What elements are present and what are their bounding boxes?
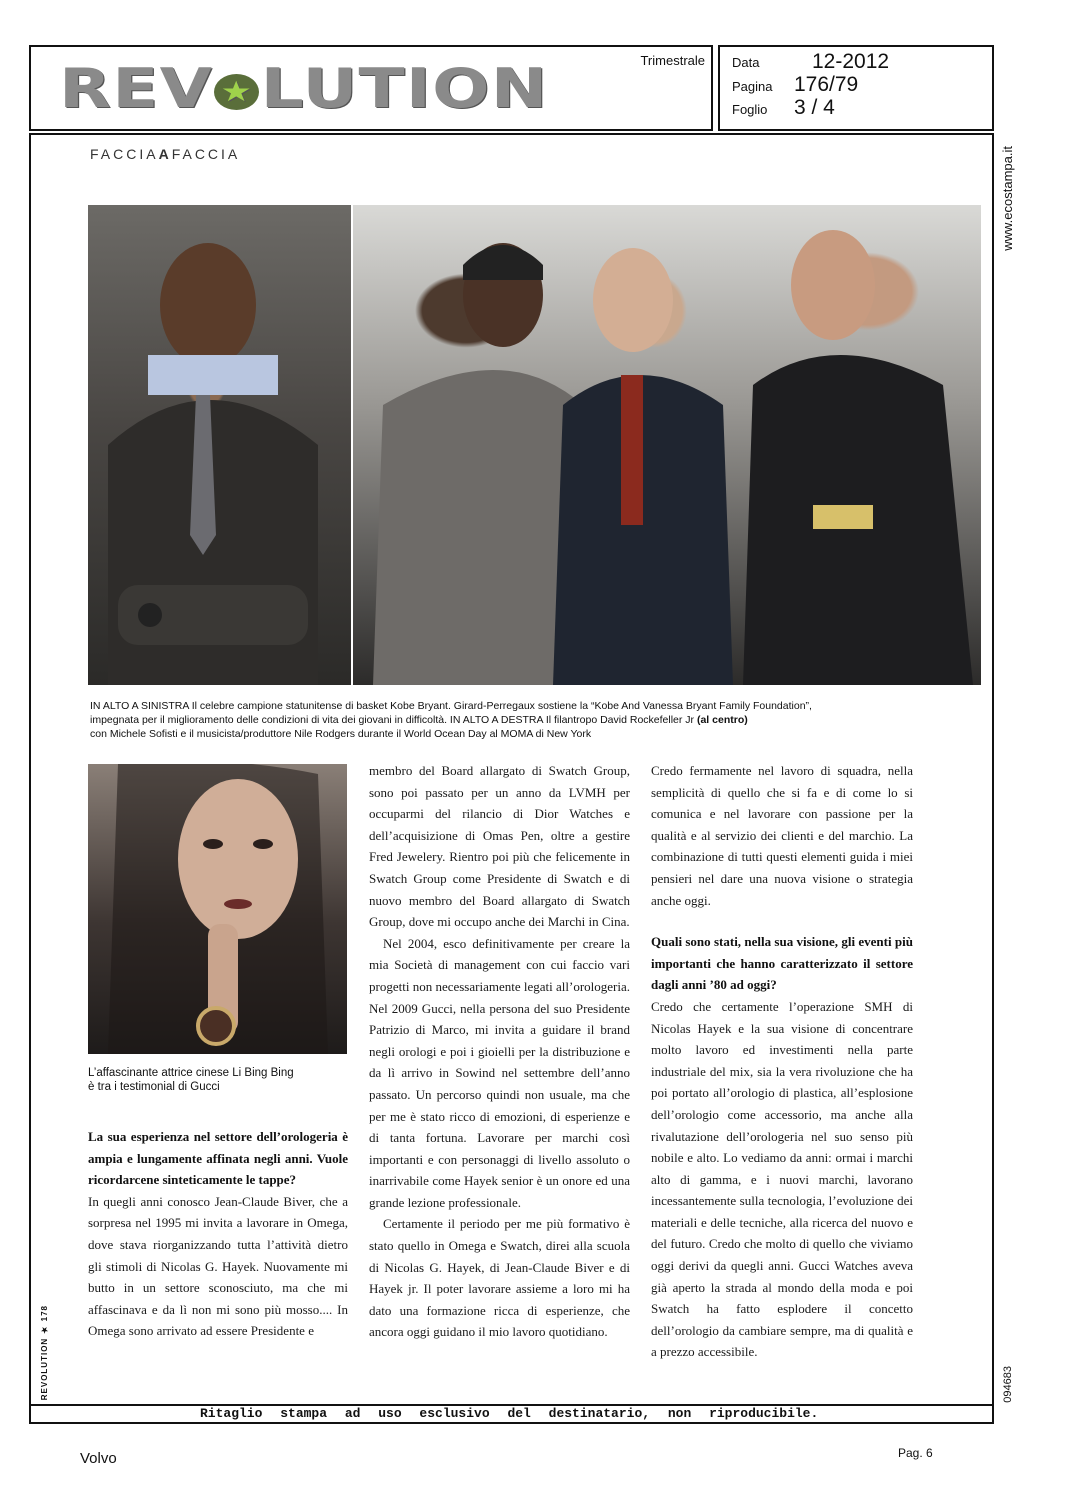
revolution-logo: REV ★ LUTION [59,57,549,120]
interview-question-1: La sua esperienza nel settore dell’orologeria è ampia e lungamente affinata negli anni. Vuole ricordarcene sinteticamente le tappe? [88,1129,348,1188]
masthead-box [29,45,713,131]
col3-paragraph-1: Credo fermamente nel lavoro di squadra, nella semplicità di quello che si fa e di come lo si comunica e nel lavorare con passione per la qualità e al servizio dei clienti e del marchio. La combinazione di tutti questi elementi guida i miei pensieri nel dare una nuova visione o strategia anche oggi. [651,763,913,908]
sheet-value: 3 / 4 [794,96,835,119]
woman-photo-caption: L’affascinante attrice cinese Li Bing Bing è tra i testimonial di Gucci [88,1067,294,1093]
article-column-1 [88,1126,348,1342]
page-value: 176/79 [794,73,859,96]
article-column-2 [369,760,630,1343]
section-heading: FACCIAAFACCIA [90,146,241,162]
interview-answer-1: In quegli anni conosco Jean-Claude Biver, che a sorpresa nel 1995 mi invita a lavorare in Omega, dove stava riorganizzando tutta l’attività dietro gli stimoli di Nicolas G. Hayek. Nuovamente mi butto in un settore sconosciuto, ma che mi affascinava e da lì non mi sono più mosso.... In Omega sono arrivato ad essere Presidente e [88,1193,348,1339]
col2-paragraph-1: membro del Board allargato di Swatch Group, sono poi passato per un anno da LVMH per occuparmi del rilancio di Dior Watches e dell’acquisizione di Omas Pen, oltre a gestire Fred Jewelery. Rientro poi più che felicemente in Swatch Group come Presidente di Swatch e di nuovo membro del Board allargato di Swatch Group, dove mi occupo anche dei Marchi in Cina. [369,763,630,930]
date-value: 12-2012 [812,50,890,73]
page-label: Pagina [732,79,773,94]
top-photo-caption: IN ALTO A SINISTRA Il celebre campione statunitense di basket Kobe Bryant. Girard-Perregaux sostiene la “Kobe And Vanessa Bryant Family Foundation”, impegnata per il miglioramento delle condizioni di vita dei giovani in difficoltà. IN ALTO A DESTRA Il filantropo David Rockefeller Jr (al centro) con Michele Sofisti e il musicista/produttore Nile Rodgers durante il World Ocean Day al MOMA di New York [90,700,812,740]
page-folio: REVOLUTION ★ 178 [40,1305,49,1401]
meta-box [718,45,994,131]
frequency-label: Trimestrale [640,53,705,68]
interview-answer-2: Credo che certamente l’operazione SMH di Nicolas Hayek e la sua visione di concentrare molto lavoro ed investimenti nella parte industriale del mix, sia la vera rivoluzione che ha poi portato all’orologio di plastica, all’esplosione dell’orologio come accessorio, ma anche alla rivalutazione dell’orologeria nel suo senso più nobile e alto. Lo vediamo da anni: ormai i marchi alto di gamma, e i nuovi marchi, lavorano incessantemente sulla tecnologia, l’evoluzione dei materiali e delle tecniche, alla ricerca del nuovo e del futuro. Credo che molto di quello che viviamo oggi derivi da quegli anni. Gucci Watches aveva già aperto la strada al mondo della moda e poi Swatch ha fatto esplodere il concetto dell’orologio da cambiare sempre, ma di qualità e a prezzo accessibile. [651,998,913,1360]
sheet-label: Foglio [732,102,768,117]
client-name: Volvo [80,1450,117,1467]
article-column-3 [651,760,913,1363]
website-url: www.ecostampa.it [1000,146,1015,251]
clip-code: 094683 [1002,1366,1014,1403]
photo-li-bing-bing [88,764,347,1054]
page-number: Pag. 6 [898,1446,933,1460]
photo-group-illustration [353,205,981,685]
photo-kobe-illustration [88,205,351,685]
col2-paragraph-2: Nel 2004, esco definitivamente per creare la mia Società di management con cui faccio vari progetti non necessariamente legati all’orologeria. Nel 2009 Gucci, nella persona del suo Presidente Patrizio di Marco, mi invita a guidare il brand negli orologi e poi i gioielli per la distribuzione e da lì arrivo in Sowind nel settembre dell’anno passato. Un percorso quindi non usuale, ma che per me è stato ricco di emozioni, di esperienze e di tanta fortuna. Lavorare per marchi così importanti e con personaggi di livello assoluto o inarrivabile come Hayek senior è un onore ed una grande lezione professionale. [369,935,630,1210]
col2-paragraph-3: Certamente il periodo per me più formativo è stato quello in Omega e Swatch, direi alla scuola di Nicolas G. Hayek, di Jean-Claude Biver e di Hayek jr. Il poter lavorare assieme a loro mi ha dato una formazione ricca di esperienze, che ancora oggi guidano il mio lavoro quotidiano. [369,1216,630,1340]
reproduction-notice: Ritaglio stampa ad uso esclusivo del destinatario, non riproducibile. [200,1406,819,1421]
photo-kobe-bryant [88,205,351,685]
interview-question-2: Quali sono stati, nella sua visione, gli eventi più importanti che hanno caratterizzato il settore dagli anni ’80 ad oggi? [651,934,913,993]
photo-rockefeller-group [353,205,981,685]
star-icon: ★ [214,74,259,110]
date-label: Data [732,55,760,70]
photo-woman-illustration [88,764,347,1054]
